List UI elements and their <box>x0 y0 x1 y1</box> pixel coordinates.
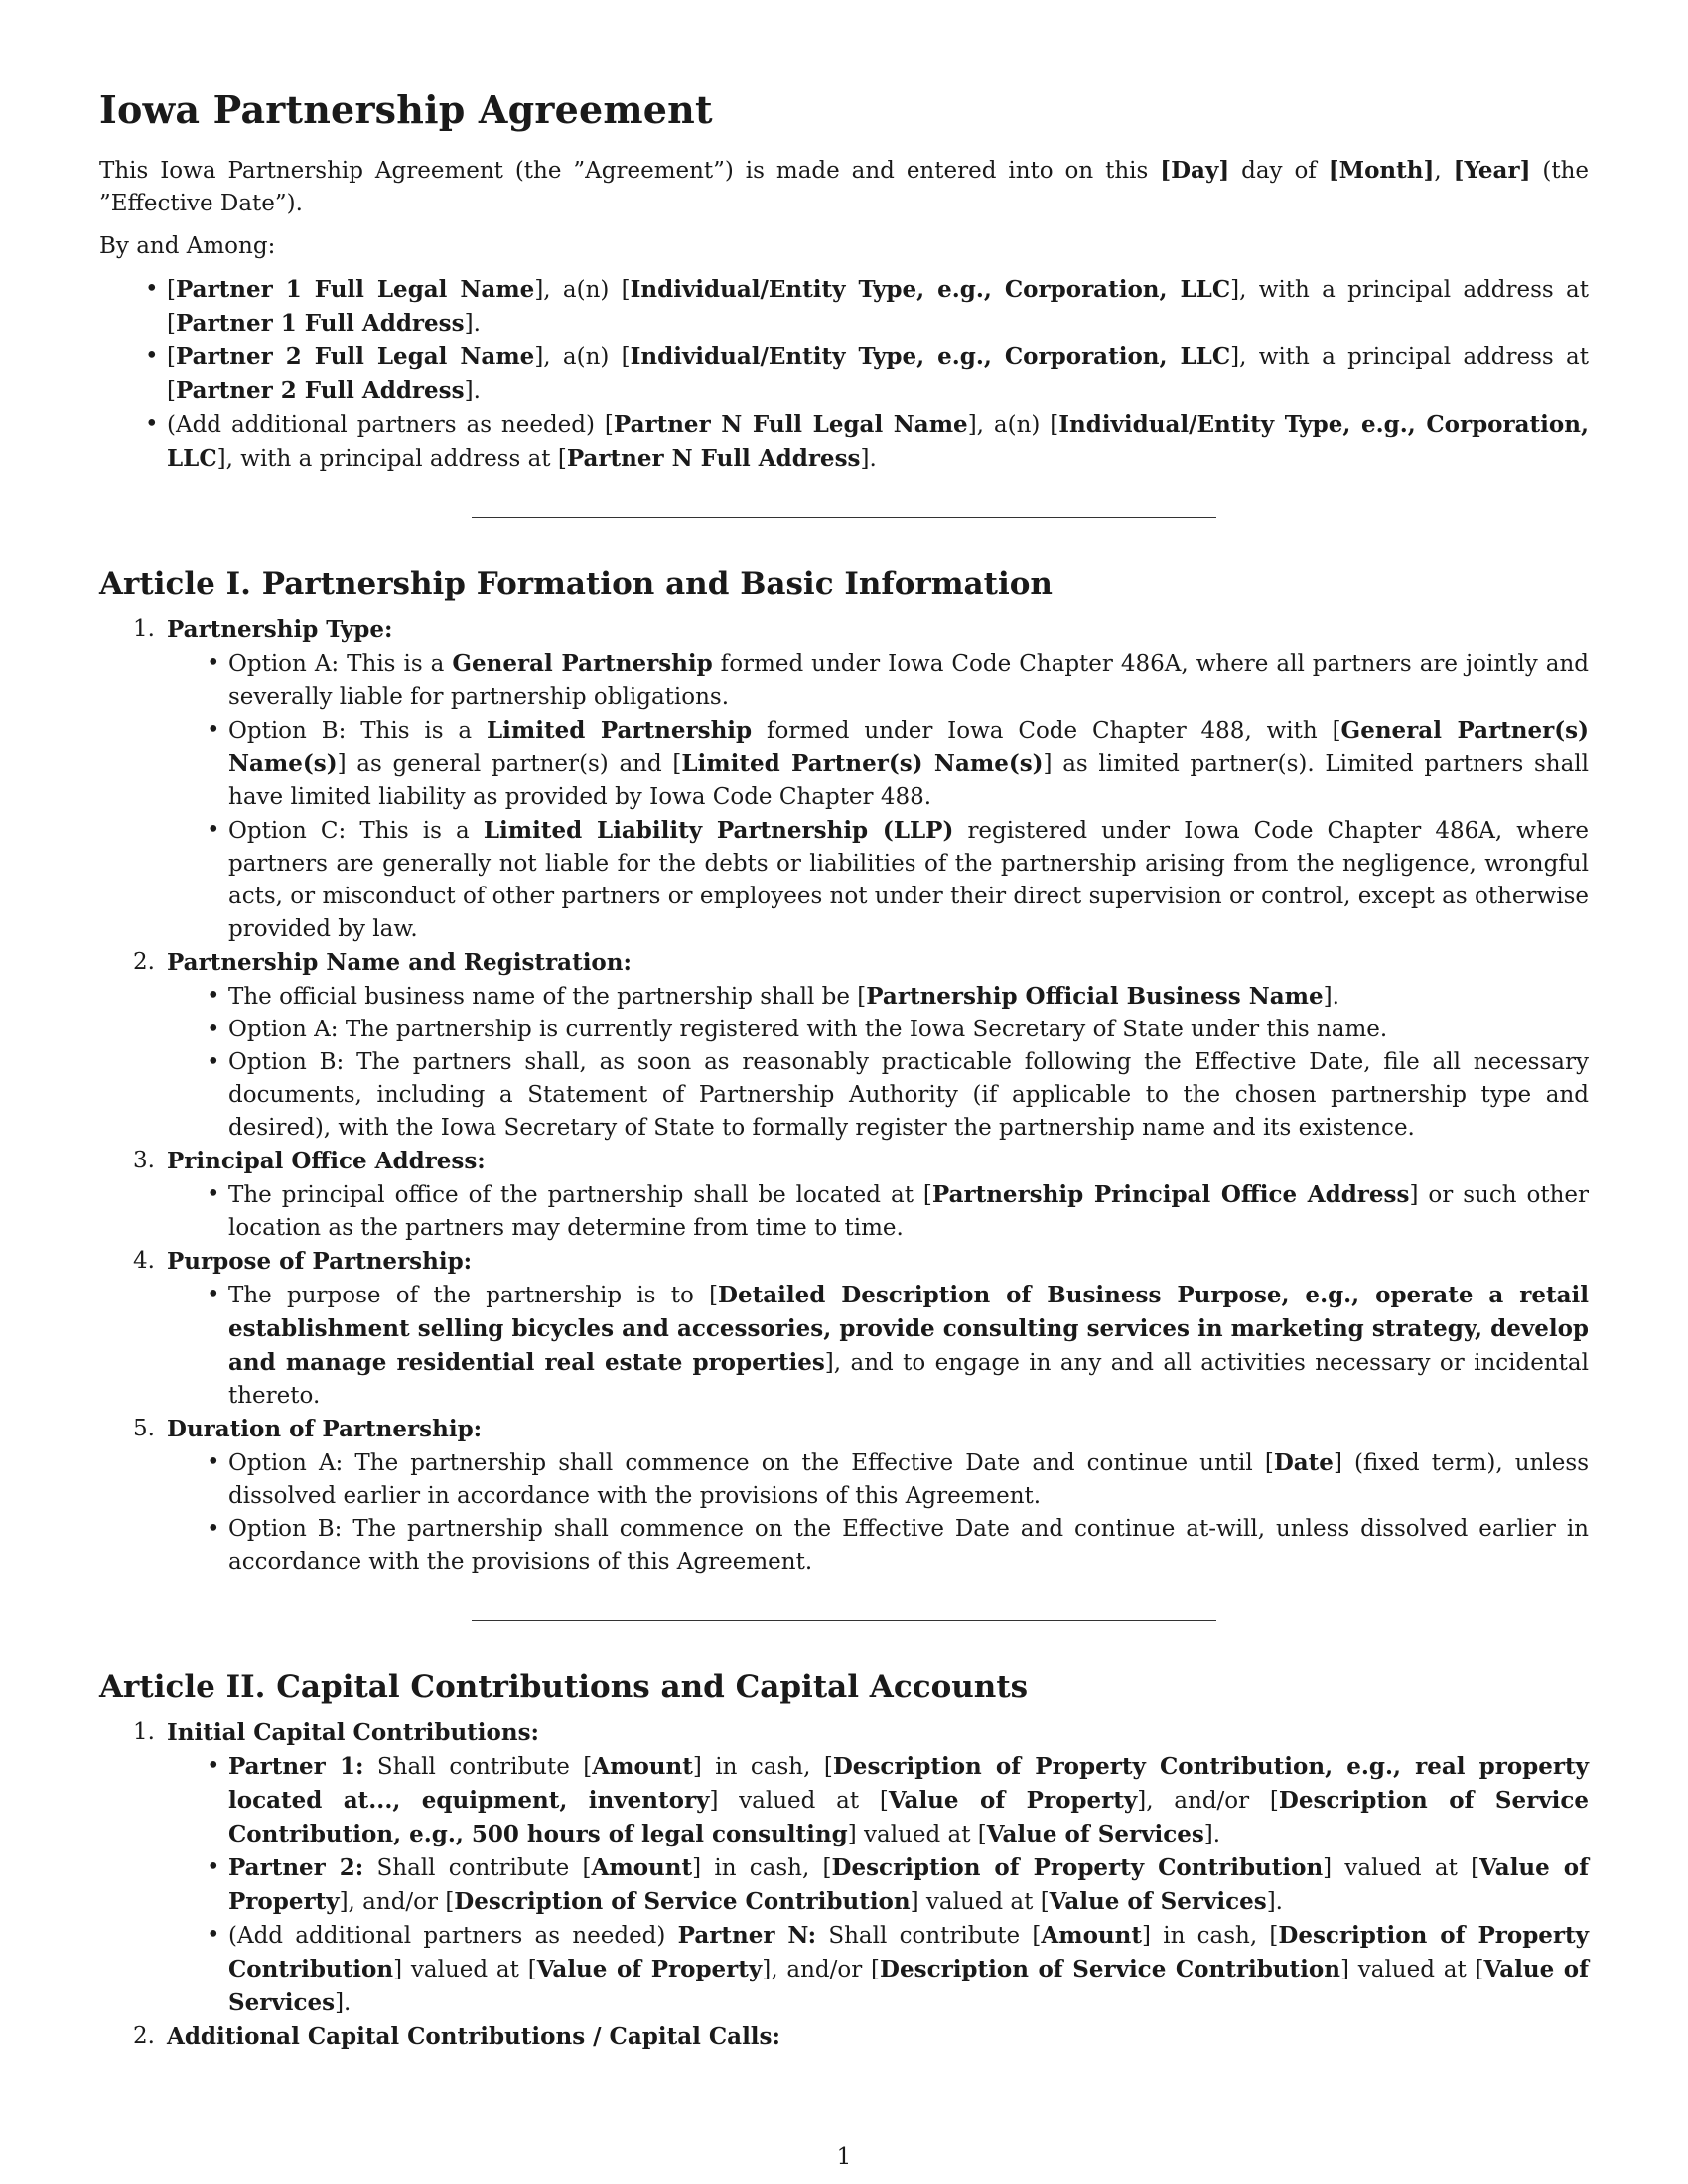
clause-item <box>228 1851 1589 1919</box>
placeholder-field: Description of Service Contribution, e.g., 500 hours of legal consulting <box>228 1787 1590 1847</box>
clause-list <box>167 1178 1589 1245</box>
article-2-sections <box>99 1716 1589 2054</box>
placeholder-field: Amount <box>1041 1922 1142 1949</box>
document-page <box>99 87 1589 2054</box>
text-run: ]. <box>1323 984 1339 1010</box>
placeholder-field: Value of Property <box>228 1854 1589 1915</box>
text-run: This Iowa Partnership Agreement (the ”Agreement”) is made and entered into on this <box>99 158 1161 184</box>
text-run: ], and/or [ <box>762 1957 881 1982</box>
clause-item <box>228 814 1589 946</box>
article-1-sections <box>99 614 1589 1578</box>
text-run: ], a(n) [ <box>534 344 631 370</box>
clause-item <box>228 980 1589 1014</box>
text-run: ] valued at [ <box>847 1822 987 1847</box>
placeholder-field: Value of Services <box>1049 1888 1267 1915</box>
text-run: ]. <box>464 311 481 337</box>
section-heading: Partnership Name and Registration: <box>167 949 632 976</box>
section-item <box>167 1245 1589 1413</box>
intro-paragraph <box>99 154 1589 220</box>
section-divider <box>472 517 1216 518</box>
placeholder-field: Partner 1: <box>228 1753 364 1780</box>
placeholder-field: [Day] <box>1160 157 1230 184</box>
text-run: ], and/or [ <box>1137 1788 1279 1814</box>
placeholder-field: Limited Partner(s) Name(s) <box>681 751 1044 777</box>
clause-item <box>228 1279 1589 1413</box>
placeholder-field: Partner N Full Legal Name <box>613 411 968 438</box>
text-run: ]. <box>335 1990 352 2016</box>
text-run: ], with a principal address at [ <box>216 446 567 472</box>
text-run: ], and to engage in any and all activities necessary or incidental thereto. <box>228 1350 1589 1409</box>
placeholder-field: Partner N: <box>677 1922 817 1949</box>
placeholder-field: Partnership Official Business Name <box>866 983 1324 1010</box>
partner-item <box>167 341 1589 408</box>
text-run: Shall contribute [ <box>363 1754 593 1780</box>
text-run: Shall contribute [ <box>816 1923 1042 1949</box>
clause-list <box>167 1446 1589 1578</box>
text-run: Option C: This is a <box>228 818 484 844</box>
clause-list <box>167 1279 1589 1413</box>
partner-item <box>167 273 1589 341</box>
text-run: (Add additional partners as needed) <box>228 1923 678 1949</box>
clause-item <box>228 1750 1589 1851</box>
clause-item <box>228 1446 1589 1513</box>
section-item <box>167 1716 1589 2020</box>
text-run: ], a(n) [ <box>967 412 1059 438</box>
placeholder-field: Individual/Entity Type, e.g., Corporation, LLC <box>630 343 1231 370</box>
text-run: ]. <box>860 446 877 472</box>
placeholder-field: General Partner(s) Name(s) <box>228 717 1589 777</box>
text-run: Option A: The partnership shall commence on the Effective Date and continue until [ <box>228 1450 1274 1476</box>
section-item <box>167 1145 1589 1245</box>
placeholder-field: Partner 2: <box>228 1854 364 1881</box>
placeholder-field: Partner 1 Full Legal Name <box>175 276 535 303</box>
text-run: (the ”Effective Date”). <box>99 158 1590 216</box>
placeholder-field: [Year] <box>1453 157 1531 184</box>
partner-item <box>167 408 1589 476</box>
placeholder-field: Value of Services <box>228 1956 1590 2016</box>
section-item <box>167 946 1589 1145</box>
section-heading: Purpose of Partnership: <box>167 1248 473 1275</box>
clause-item <box>228 1178 1589 1245</box>
section-item <box>167 614 1589 946</box>
text-run: Option B: The partnership shall commence on the Effective Date and continue at-will, unless dissolved earlier in accordance with the provisions of this Agreement. <box>228 1516 1589 1574</box>
text-run: The official business name of the partnership shall be [ <box>228 984 867 1010</box>
section-heading: Partnership Type: <box>167 616 393 643</box>
text-run: The purpose of the partnership is to [ <box>228 1283 719 1308</box>
clause-item <box>228 1014 1589 1046</box>
placeholder-field: Individual/Entity Type, e.g., Corporation, LLC <box>630 276 1231 303</box>
clause-list <box>167 647 1589 946</box>
clause-item <box>228 714 1589 814</box>
text-run: ]. <box>1203 1822 1221 1847</box>
section-heading: Initial Capital Contributions: <box>167 1719 540 1746</box>
placeholder-field: Partnership Principal Office Address <box>931 1181 1410 1208</box>
placeholder-field: Date <box>1273 1449 1334 1476</box>
section-divider <box>472 1620 1216 1621</box>
text-run: [ <box>167 277 176 303</box>
placeholder-field: Detailed Description of Business Purpose, e.g., operate a retail establishment selling bicycles and accessories, provide consulting services in marketing strategy, develop and manage residential real estate properties <box>228 1282 1589 1376</box>
placeholder-field: Partner 2 Full Legal Name <box>175 343 535 370</box>
text-run: Option B: This is a <box>228 718 487 744</box>
text-run: ] in cash, [ <box>692 1855 832 1881</box>
placeholder-field: General Partnership <box>452 650 713 677</box>
by-and-among: By and Among: <box>99 233 276 259</box>
text-run: day of <box>1229 158 1329 184</box>
placeholder-field: Amount <box>591 1854 693 1881</box>
text-run: ]. <box>1266 1889 1283 1915</box>
section-item <box>167 1413 1589 1578</box>
text-run: [ <box>167 344 176 370</box>
partner-list <box>99 273 1589 476</box>
text-run: (Add additional partners as needed) [ <box>167 412 614 438</box>
clause-item <box>228 1046 1589 1145</box>
placeholder-field: Description of Property Contribution <box>831 1854 1324 1881</box>
placeholder-field: Description of Property Contribution <box>228 1922 1590 1982</box>
text-run: ] as general partner(s) and [ <box>337 751 682 777</box>
placeholder-field: Limited Partnership <box>486 717 753 744</box>
text-run: ] in cash, [ <box>1141 1923 1279 1949</box>
article-1-title: Article I. Partnership Formation and Basic Information <box>99 566 1053 602</box>
placeholder-field: Description of Service Contribution <box>880 1956 1340 1982</box>
clause-item <box>228 1919 1589 2020</box>
placeholder-field: Amount <box>592 1753 693 1780</box>
placeholder-field: Partner 1 Full Address <box>175 310 465 337</box>
placeholder-field: Value of Services <box>986 1821 1204 1847</box>
text-run: ] or such other location as the partners may determine from time to time. <box>228 1182 1589 1241</box>
placeholder-field: Limited Liability Partnership (LLP) <box>483 817 954 844</box>
placeholder-field: Description of Service Contribution <box>454 1888 911 1915</box>
section-item <box>167 2020 1589 2054</box>
text-run: ]. <box>464 378 481 404</box>
placeholder-field: Description of Property Contribution, e.g., real property located at..., equipment, inventory <box>228 1753 1589 1814</box>
text-run: Option A: This is a <box>228 651 453 677</box>
clause-list <box>167 980 1589 1145</box>
placeholder-field: Value of Property <box>888 1787 1138 1814</box>
text-run: ] valued at [ <box>393 1957 537 1982</box>
text-run: ] as limited partner(s). Limited partners shall have limited liability as provided by Iowa Code Chapter 488. <box>228 751 1589 810</box>
section-heading: Additional Capital Contributions / Capital Calls: <box>167 2023 780 2050</box>
text-run: Option B: The partners shall, as soon as reasonably practicable following the Effective Date, file all necessary documents, including a Statement of Partnership Authority (if applicable to the chosen partnership type and desired), with the Iowa Secretary of State to formally register the partnership name and its existence. <box>228 1049 1589 1141</box>
text-run: , <box>1434 158 1454 184</box>
clause-item <box>228 1513 1589 1578</box>
placeholder-field: Value of Property <box>536 1956 763 1982</box>
placeholder-field: Individual/Entity Type, e.g., Corporation, LLC <box>167 411 1589 472</box>
document-title: Iowa Partnership Agreement <box>99 87 713 132</box>
text-run: The principal office of the partnership shall be located at [ <box>228 1182 932 1208</box>
text-run: ] valued at [ <box>709 1788 889 1814</box>
text-run: ] valued at [ <box>1323 1855 1480 1881</box>
section-heading: Duration of Partnership: <box>167 1416 483 1442</box>
clause-list <box>167 1750 1589 2020</box>
text-run: ] valued at [ <box>1339 1957 1484 1982</box>
text-run: Shall contribute [ <box>363 1855 592 1881</box>
text-run: ] valued at [ <box>910 1889 1050 1915</box>
placeholder-field: Partner 2 Full Address <box>175 377 465 404</box>
text-run: Option A: The partnership is currently registered with the Iowa Secretary of State under this name. <box>228 1017 1388 1042</box>
article-2-title: Article II. Capital Contributions and Capital Accounts <box>99 1669 1029 1705</box>
text-run: ] (fixed term), unless dissolved earlier in accordance with the provisions of this Agreement. <box>228 1450 1590 1509</box>
text-run: ], a(n) [ <box>534 277 631 303</box>
text-run: ] in cash, [ <box>692 1754 833 1780</box>
text-run: formed under Iowa Code Chapter 488, with [ <box>752 718 1341 744</box>
text-run: registered under Iowa Code Chapter 486A, where partners are generally not liable for the debts or liabilities of the partnership arising from the negligence, wrongful acts, or misconduct of other partners or employees not under their direct supervision or control, except as otherwise provided by law. <box>228 818 1589 942</box>
placeholder-field: [Month] <box>1328 157 1435 184</box>
clause-item <box>228 647 1589 714</box>
placeholder-field: Partner N Full Address <box>566 445 861 472</box>
text-run: ], and/or [ <box>339 1889 455 1915</box>
text-run: formed under Iowa Code Chapter 486A, where all partners are jointly and severally liable for partnership obligations. <box>228 651 1589 710</box>
text-run: ], with a principal address at [ <box>167 277 1589 337</box>
section-heading: Principal Office Address: <box>167 1148 486 1174</box>
text-run: ], with a principal address at [ <box>167 344 1589 404</box>
page-number: 1 <box>836 2144 852 2170</box>
